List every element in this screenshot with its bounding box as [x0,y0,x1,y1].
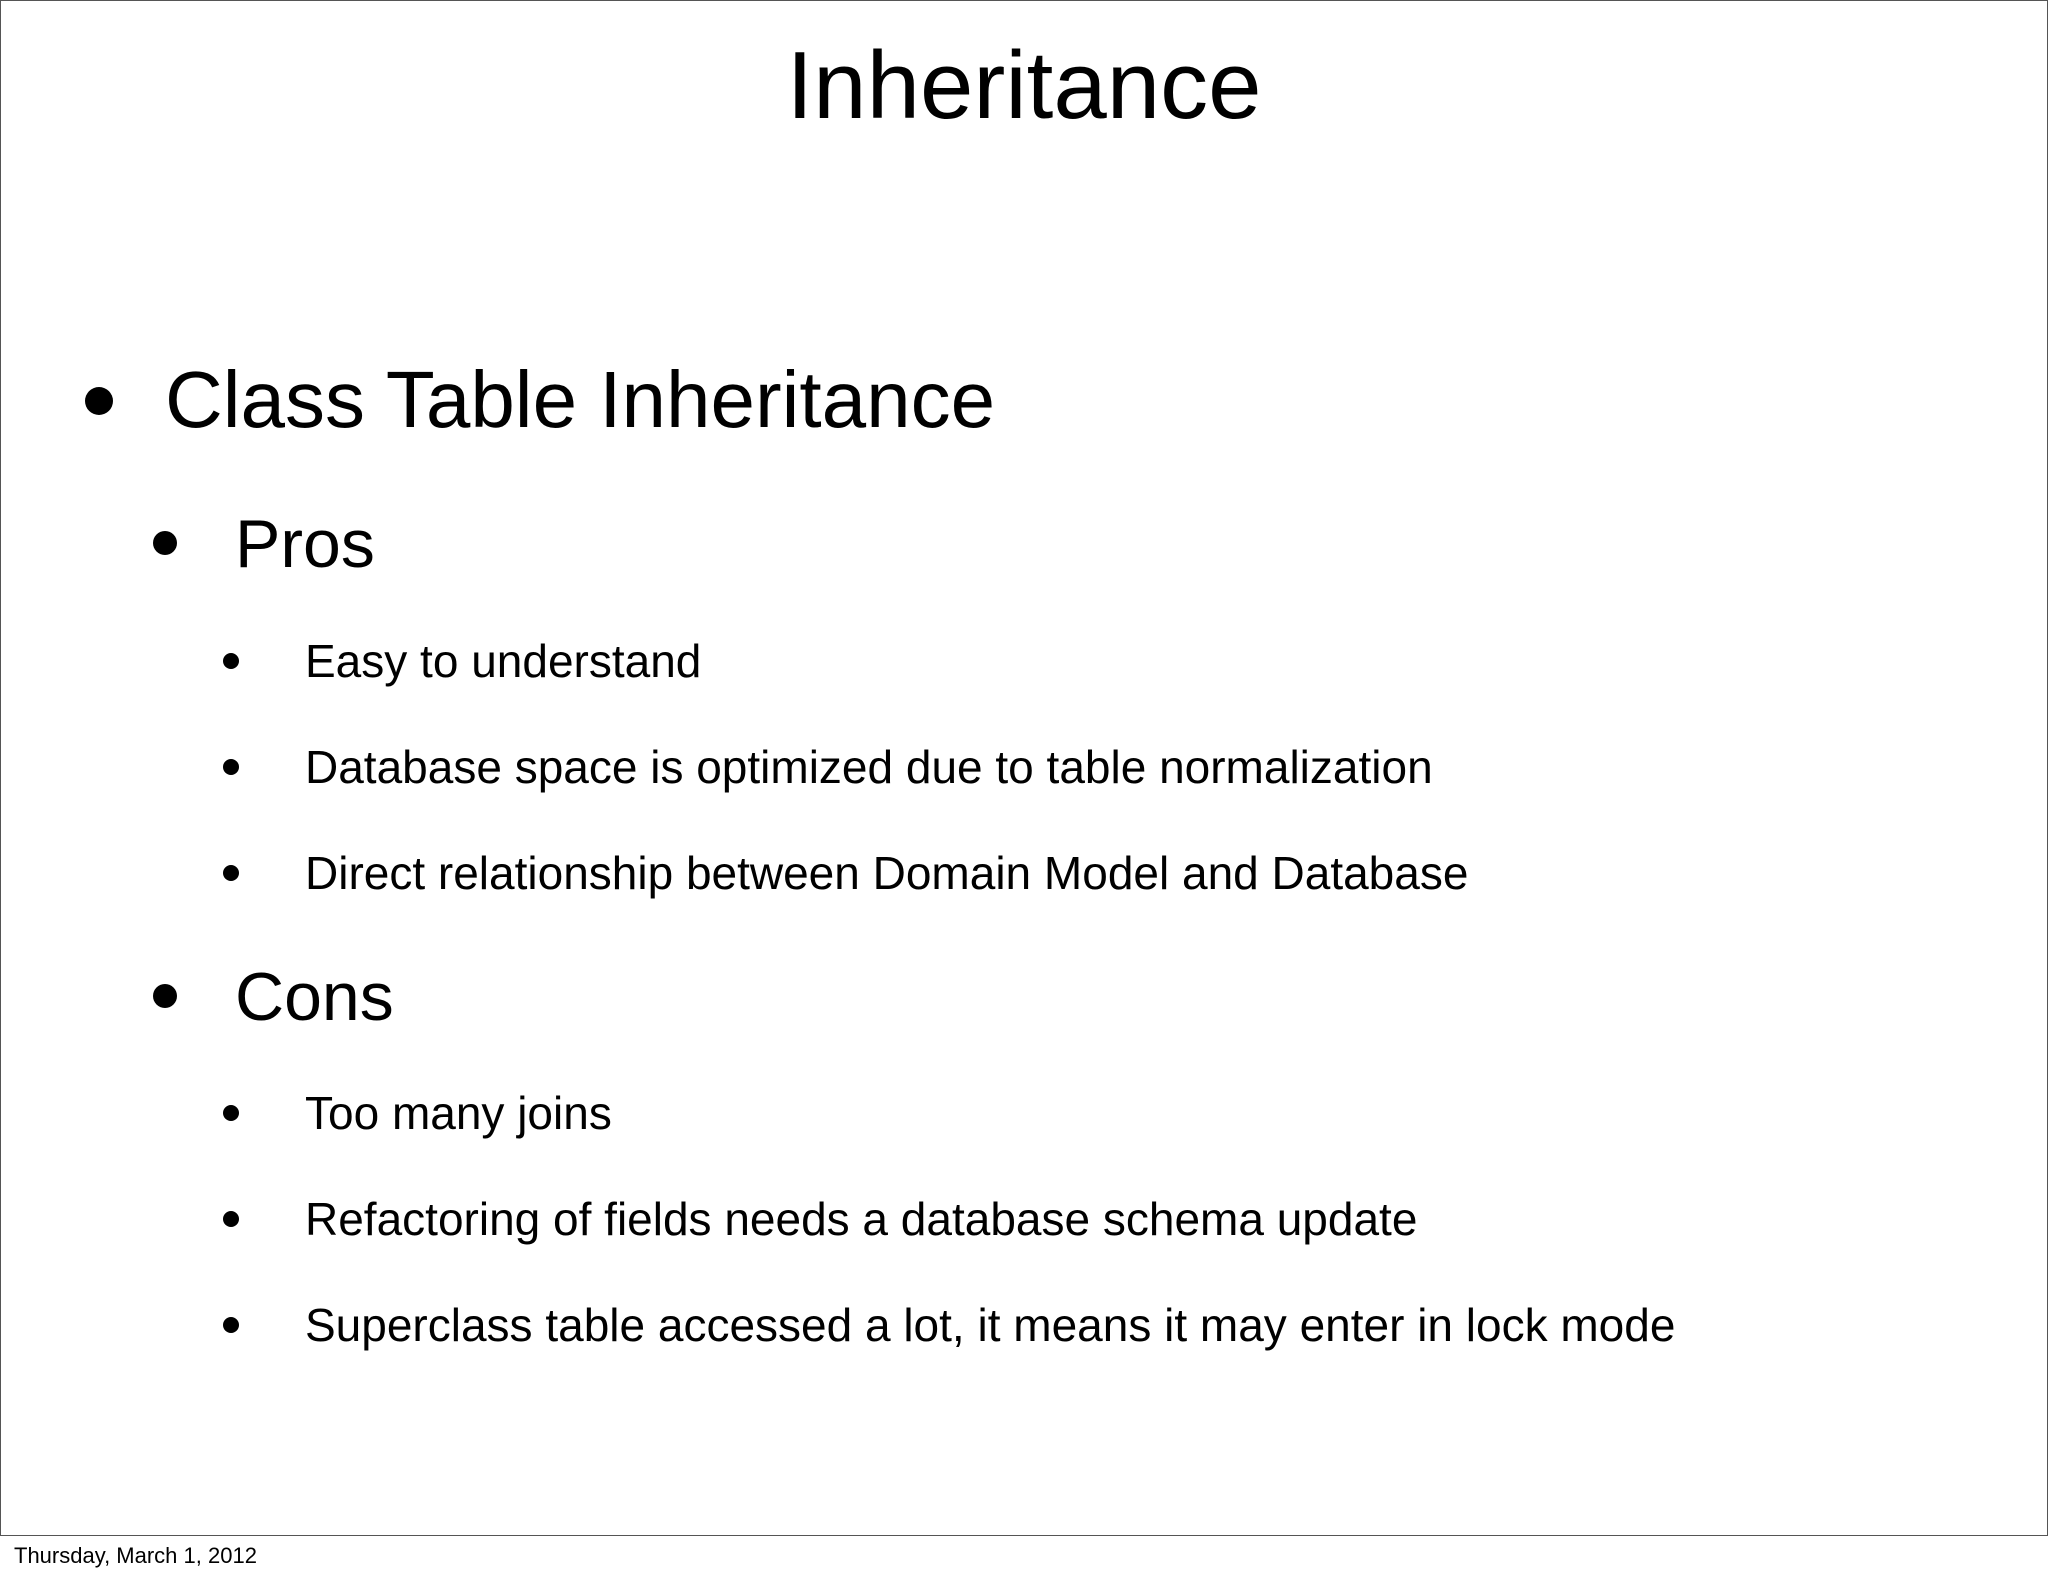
cons-item: Superclass table accessed a lot, it means it may enter in lock mode [305,1299,1676,1351]
bullet-icon [223,759,239,775]
topic-heading: Class Table Inheritance [165,355,996,444]
slide-title: Inheritance [786,32,1262,139]
bullet-icon [85,387,113,415]
bullet-icon [223,1317,239,1333]
cons-item: Too many joins [305,1087,612,1139]
pros-item: Direct relationship between Domain Model and Database [305,847,1469,899]
pros-item: Database space is optimized due to table normalization [305,741,1433,793]
pros-item: Easy to understand [305,635,702,687]
bullet-icon [223,865,239,881]
bullet-icon [223,1211,239,1227]
bullet-icon [153,531,177,555]
bullet-icon [153,984,177,1008]
cons-item: Refactoring of fields needs a database schema update [305,1193,1418,1245]
bullet-icon [223,1105,239,1121]
cons-heading: Cons [235,959,394,1035]
bullet-icon [223,653,239,669]
pros-heading: Pros [235,506,375,582]
footer-date: Thursday, March 1, 2012 [14,1543,257,1568]
